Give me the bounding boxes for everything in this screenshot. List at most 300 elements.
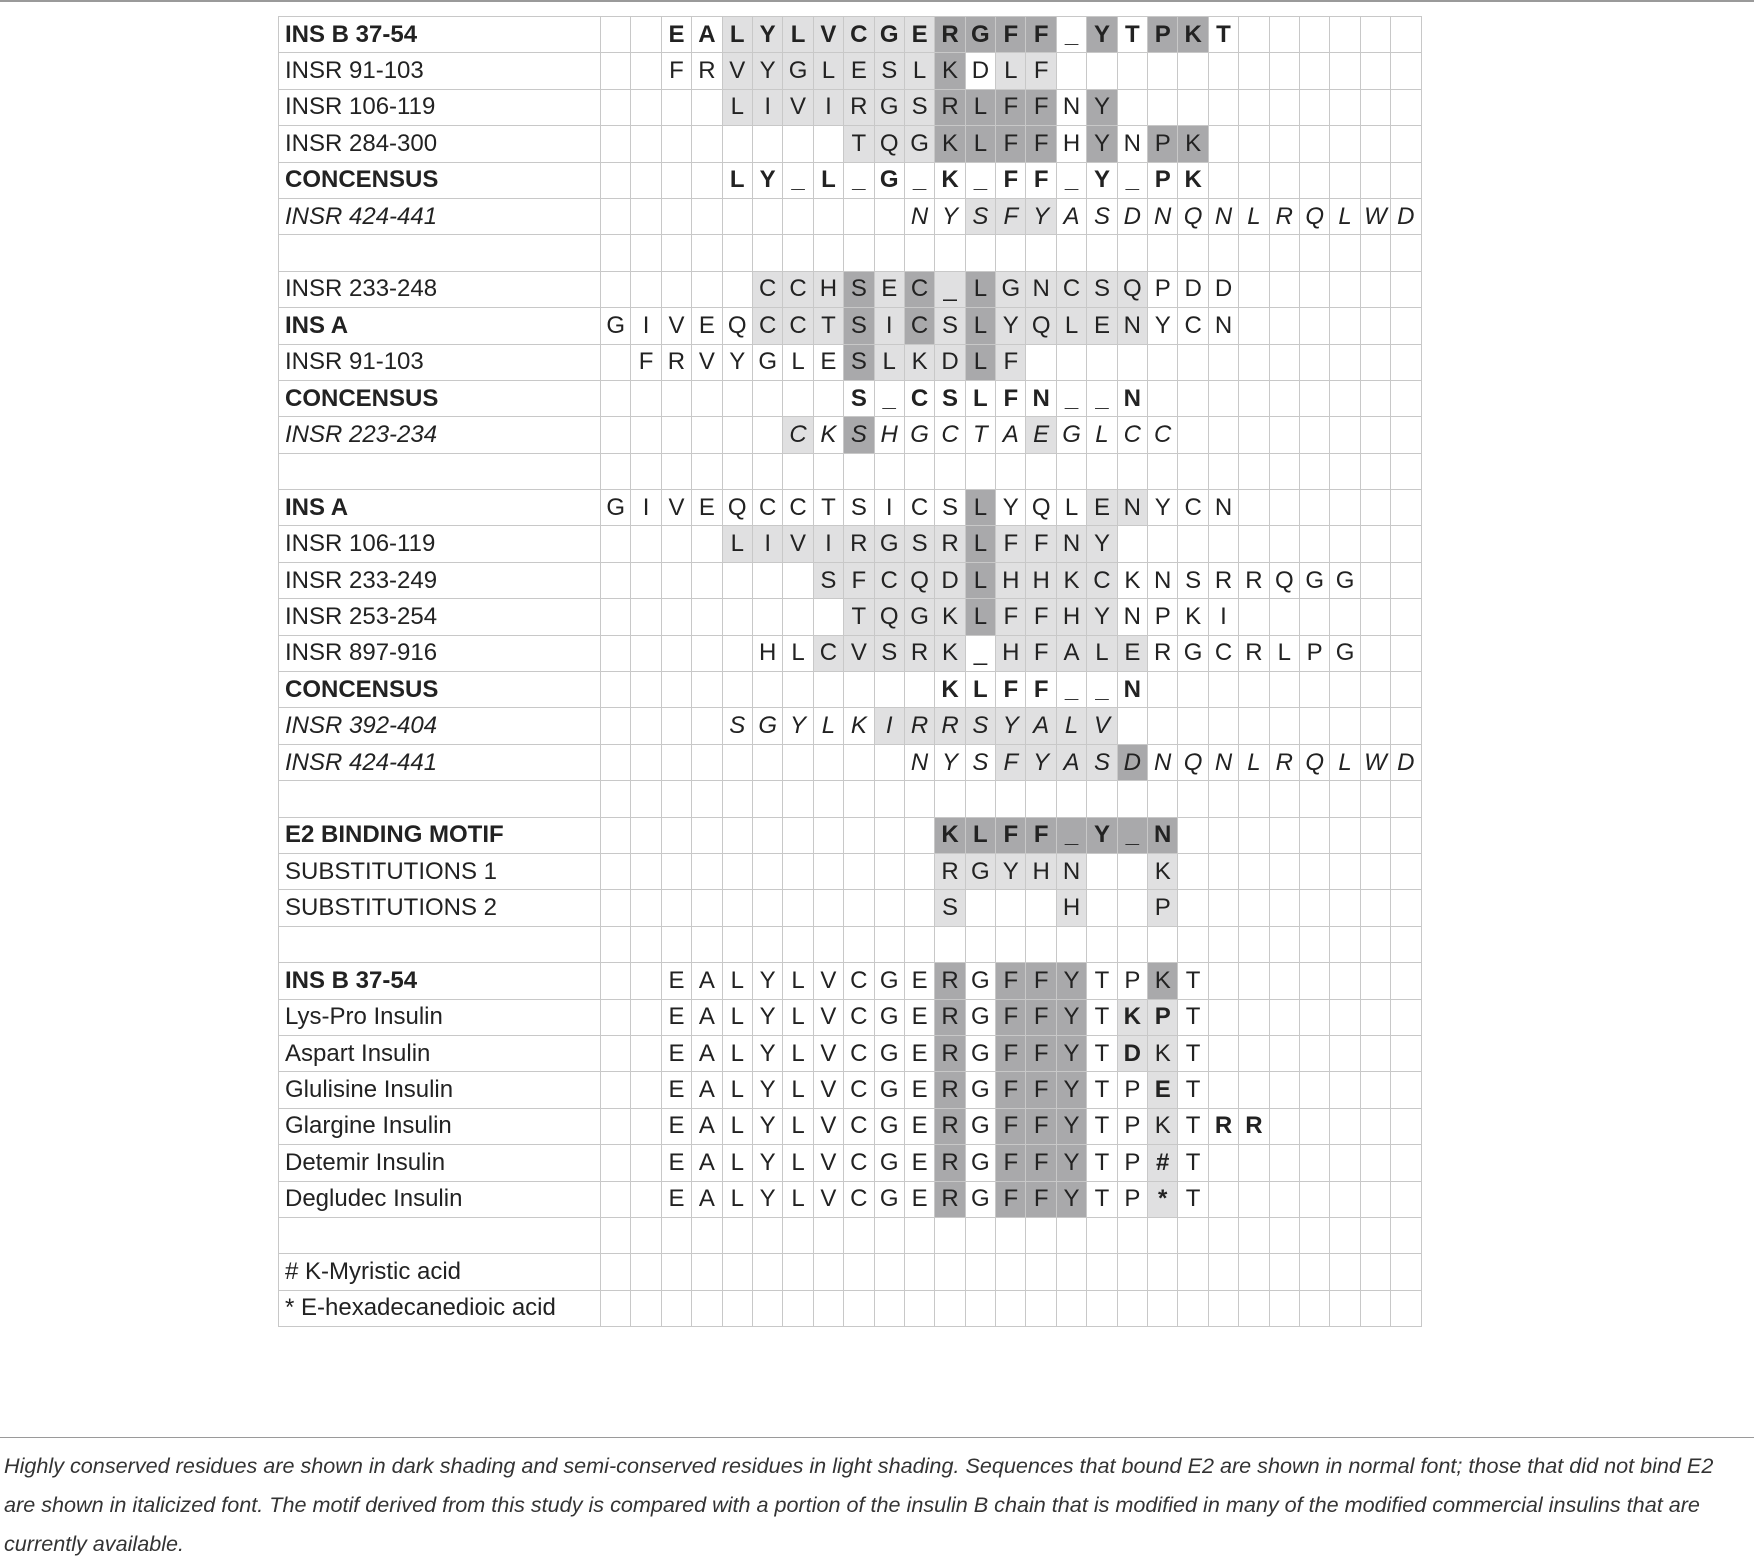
residue-cell (1148, 1254, 1178, 1290)
residue-cell (1208, 417, 1238, 453)
residue-cell: C (844, 1035, 874, 1071)
residue-cell (752, 1254, 782, 1290)
residue-cell: H (1026, 562, 1056, 598)
top-rule (0, 0, 1754, 2)
residue-cell: Y (752, 1108, 782, 1144)
residue-cell: F (1026, 17, 1056, 53)
residue-cell (1239, 453, 1269, 489)
residue-cell: Y (1087, 162, 1117, 198)
residue-cell (1391, 453, 1421, 489)
row-label: INSR 223-234 (279, 417, 601, 453)
residue-cell (996, 1254, 1026, 1290)
residue-cell (1178, 380, 1208, 416)
residue-cell (692, 672, 722, 708)
residue-cell (661, 126, 691, 162)
row-label: INSR 424-441 (279, 744, 601, 780)
residue-cell: _ (1087, 380, 1117, 416)
residue-cell (692, 380, 722, 416)
residue-cell (1269, 162, 1299, 198)
residue-cell: R (935, 1145, 965, 1181)
residue-cell: K (935, 817, 965, 853)
residue-cell (1269, 1217, 1299, 1253)
residue-cell (1360, 817, 1390, 853)
residue-cell (1330, 781, 1360, 817)
residue-cell (1330, 1108, 1360, 1144)
residue-cell (1330, 344, 1360, 380)
residue-cell: K (1148, 1108, 1178, 1144)
residue-cell (1299, 53, 1329, 89)
residue-cell (1299, 453, 1329, 489)
alignment-row (279, 1254, 1422, 1290)
residue-cell: S (965, 708, 995, 744)
residue-cell (996, 781, 1026, 817)
residue-cell: L (965, 526, 995, 562)
residue-cell: V (1087, 708, 1117, 744)
alignment-row (279, 453, 1422, 489)
residue-cell (752, 1290, 782, 1326)
residue-cell: F (996, 672, 1026, 708)
residue-cell: T (1117, 17, 1147, 53)
residue-cell (1330, 890, 1360, 926)
residue-cell (783, 817, 813, 853)
residue-cell (1269, 1290, 1299, 1326)
residue-cell: G (874, 1145, 904, 1181)
residue-cell: E (1117, 635, 1147, 671)
row-label: INSR 253-254 (279, 599, 601, 635)
residue-cell: E (1087, 308, 1117, 344)
residue-cell: C (783, 271, 813, 307)
residue-cell (692, 817, 722, 853)
residue-cell (904, 781, 934, 817)
residue-cell: T (1208, 17, 1238, 53)
residue-cell: G (1056, 417, 1086, 453)
residue-cell (1330, 89, 1360, 125)
residue-cell (1391, 162, 1421, 198)
residue-cell: L (965, 308, 995, 344)
residue-cell (1178, 1217, 1208, 1253)
residue-cell (1178, 417, 1208, 453)
residue-cell: H (996, 635, 1026, 671)
residue-cell: H (996, 562, 1026, 598)
residue-cell: R (935, 1181, 965, 1217)
residue-cell: _ (844, 162, 874, 198)
residue-cell (1299, 926, 1329, 962)
residue-cell: V (844, 635, 874, 671)
residue-cell: D (1178, 271, 1208, 307)
residue-cell: F (1026, 635, 1056, 671)
residue-cell: G (874, 526, 904, 562)
residue-cell: H (1056, 890, 1086, 926)
residue-cell (1360, 1290, 1390, 1326)
residue-cell: V (813, 17, 843, 53)
residue-cell: L (783, 1035, 813, 1071)
residue-cell (1178, 1290, 1208, 1326)
residue-cell (844, 781, 874, 817)
residue-cell: C (844, 1072, 874, 1108)
residue-cell (844, 890, 874, 926)
residue-cell: G (965, 1145, 995, 1181)
alignment-row (279, 853, 1422, 889)
residue-cell (1299, 17, 1329, 53)
residue-cell (1330, 1145, 1360, 1181)
alignment-row (279, 890, 1422, 926)
alignment-row (279, 526, 1422, 562)
residue-cell (1208, 1254, 1238, 1290)
residue-cell (601, 890, 631, 926)
residue-cell (692, 599, 722, 635)
residue-cell: F (996, 1145, 1026, 1181)
residue-cell (996, 926, 1026, 962)
residue-cell: G (874, 999, 904, 1035)
residue-cell: K (935, 672, 965, 708)
residue-cell: C (844, 999, 874, 1035)
residue-cell (722, 853, 752, 889)
residue-cell: Y (752, 999, 782, 1035)
residue-cell: A (1056, 744, 1086, 780)
residue-cell (722, 1217, 752, 1253)
residue-cell: Y (1087, 599, 1117, 635)
residue-cell (601, 235, 631, 271)
residue-cell: Y (996, 490, 1026, 526)
residue-cell (1208, 781, 1238, 817)
residue-cell: N (1208, 308, 1238, 344)
residue-cell (1391, 1217, 1421, 1253)
residue-cell (935, 1254, 965, 1290)
residue-cell (722, 453, 752, 489)
residue-cell (1117, 708, 1147, 744)
residue-cell (1208, 162, 1238, 198)
residue-cell (1360, 308, 1390, 344)
residue-cell: K (813, 417, 843, 453)
residue-cell: V (783, 526, 813, 562)
residue-cell: E (874, 271, 904, 307)
residue-cell: Q (722, 490, 752, 526)
residue-cell (1087, 453, 1117, 489)
row-label: INSR 233-248 (279, 271, 601, 307)
residue-cell (783, 599, 813, 635)
residue-cell: L (965, 271, 995, 307)
residue-cell: C (752, 308, 782, 344)
residue-cell (1299, 1145, 1329, 1181)
residue-cell (631, 817, 661, 853)
residue-cell: F (996, 999, 1026, 1035)
residue-cell (601, 599, 631, 635)
residue-cell: Q (722, 308, 752, 344)
residue-cell: T (1087, 999, 1117, 1035)
residue-cell: G (783, 53, 813, 89)
residue-cell: S (844, 344, 874, 380)
residue-cell: G (965, 963, 995, 999)
residue-cell (1360, 963, 1390, 999)
residue-cell: S (844, 490, 874, 526)
residue-cell: Y (752, 963, 782, 999)
residue-cell: Y (1087, 17, 1117, 53)
residue-cell: T (1178, 963, 1208, 999)
residue-cell (1269, 963, 1299, 999)
residue-cell (1391, 599, 1421, 635)
residue-cell: S (813, 562, 843, 598)
residue-cell (661, 417, 691, 453)
residue-cell (631, 1290, 661, 1326)
residue-cell (1026, 781, 1056, 817)
residue-cell: Q (874, 599, 904, 635)
residue-cell (1391, 1254, 1421, 1290)
residue-cell (1360, 417, 1390, 453)
residue-cell (1148, 708, 1178, 744)
residue-cell: I (752, 526, 782, 562)
residue-cell (661, 744, 691, 780)
residue-cell (1269, 271, 1299, 307)
row-label: Detemir Insulin (279, 1145, 601, 1181)
residue-cell: Y (752, 1181, 782, 1217)
residue-cell (783, 853, 813, 889)
residue-cell: S (1087, 271, 1117, 307)
residue-cell (1360, 635, 1390, 671)
residue-cell (722, 890, 752, 926)
residue-cell (1148, 235, 1178, 271)
residue-cell: L (722, 963, 752, 999)
residue-cell: C (1087, 562, 1117, 598)
alignment-row (279, 999, 1422, 1035)
residue-cell: K (1178, 126, 1208, 162)
residue-cell: V (813, 1145, 843, 1181)
residue-cell (1148, 53, 1178, 89)
row-label: INSR 897-916 (279, 635, 601, 671)
residue-cell (1208, 672, 1238, 708)
residue-cell (1299, 1290, 1329, 1326)
residue-cell (1178, 53, 1208, 89)
residue-cell (1269, 490, 1299, 526)
residue-cell (813, 744, 843, 780)
residue-cell (1360, 453, 1390, 489)
residue-cell (631, 562, 661, 598)
residue-cell (1391, 672, 1421, 708)
residue-cell: K (1178, 162, 1208, 198)
residue-cell: Y (752, 1035, 782, 1071)
residue-cell: P (1148, 599, 1178, 635)
residue-cell: N (1117, 126, 1147, 162)
residue-cell: P (1117, 963, 1147, 999)
residue-cell: F (996, 1072, 1026, 1108)
residue-cell: K (1148, 1035, 1178, 1071)
residue-cell (1117, 53, 1147, 89)
residue-cell (631, 17, 661, 53)
residue-cell: G (1330, 562, 1360, 598)
residue-cell: L (722, 1108, 752, 1144)
residue-cell (1239, 817, 1269, 853)
residue-cell (722, 781, 752, 817)
residue-cell: K (844, 708, 874, 744)
residue-cell (1148, 1217, 1178, 1253)
residue-cell (1269, 708, 1299, 744)
residue-cell (631, 198, 661, 234)
residue-cell: R (935, 853, 965, 889)
residue-cell (1178, 235, 1208, 271)
residue-cell: C (844, 1108, 874, 1144)
residue-cell: _ (1056, 17, 1086, 53)
residue-cell (601, 1217, 631, 1253)
residue-cell: K (904, 344, 934, 380)
residue-cell (661, 635, 691, 671)
residue-cell: N (1148, 198, 1178, 234)
residue-cell (1117, 1290, 1147, 1326)
residue-cell (1148, 453, 1178, 489)
residue-cell (1360, 380, 1390, 416)
residue-cell: S (874, 53, 904, 89)
residue-cell (1178, 453, 1208, 489)
residue-cell: I (631, 490, 661, 526)
residue-cell: R (1148, 635, 1178, 671)
residue-cell: F (1026, 672, 1056, 708)
residue-cell (601, 1072, 631, 1108)
residue-cell: N (1026, 380, 1056, 416)
residue-cell (631, 1254, 661, 1290)
residue-cell: F (1026, 53, 1056, 89)
residue-cell (904, 1217, 934, 1253)
residue-cell (874, 1254, 904, 1290)
residue-cell (1269, 417, 1299, 453)
residue-cell (1391, 308, 1421, 344)
residue-cell: L (1330, 744, 1360, 780)
residue-cell: S (965, 744, 995, 780)
residue-cell (904, 817, 934, 853)
residue-cell: Y (996, 308, 1026, 344)
residue-cell: Y (1056, 1181, 1086, 1217)
residue-cell (1239, 162, 1269, 198)
residue-cell (752, 380, 782, 416)
sequence-alignment-table (278, 16, 1422, 1327)
alignment-row (279, 344, 1422, 380)
residue-cell (1360, 490, 1390, 526)
residue-cell (752, 198, 782, 234)
residue-cell (722, 417, 752, 453)
residue-cell (1360, 1217, 1390, 1253)
residue-cell: _ (904, 162, 934, 198)
residue-cell (661, 562, 691, 598)
residue-cell: Q (874, 126, 904, 162)
residue-cell (692, 1217, 722, 1253)
residue-cell (1330, 417, 1360, 453)
residue-cell (965, 453, 995, 489)
residue-cell (965, 1217, 995, 1253)
residue-cell: R (1208, 1108, 1238, 1144)
residue-cell: Y (1056, 1035, 1086, 1071)
residue-cell (601, 1145, 631, 1181)
alignment-row (279, 1072, 1422, 1108)
residue-cell (661, 162, 691, 198)
residue-cell (783, 744, 813, 780)
residue-cell (813, 1217, 843, 1253)
residue-cell (1208, 708, 1238, 744)
residue-cell (631, 380, 661, 416)
residue-cell: E (904, 1035, 934, 1071)
residue-cell (844, 453, 874, 489)
residue-cell: F (1026, 526, 1056, 562)
residue-cell (1391, 562, 1421, 598)
residue-cell: Y (1087, 817, 1117, 853)
residue-cell (1026, 235, 1056, 271)
residue-cell (601, 380, 631, 416)
residue-cell: F (631, 344, 661, 380)
residue-cell (1026, 1254, 1056, 1290)
residue-cell: F (1026, 162, 1056, 198)
residue-cell (1087, 1290, 1117, 1326)
table-caption: Highly conserved residues are shown in dark shading and semi-conserved residues in light shading. Sequences that bound E2 are shown in normal font; those that did not bind E2 are shown in italicized font. The motif derived from this study is compared with a portion of the insulin B chain that is modified in many of the modified commercial insulins that are currently available. (4, 1453, 1714, 1556)
residue-cell (1117, 526, 1147, 562)
residue-cell (1360, 162, 1390, 198)
residue-cell (1330, 53, 1360, 89)
residue-cell: F (1026, 1035, 1056, 1071)
residue-cell (813, 1290, 843, 1326)
residue-cell (601, 672, 631, 708)
residue-cell (692, 453, 722, 489)
residue-cell: I (813, 526, 843, 562)
residue-cell (1299, 1035, 1329, 1071)
residue-cell: K (1148, 853, 1178, 889)
residue-cell: R (661, 344, 691, 380)
residue-cell (1208, 999, 1238, 1035)
residue-cell (1208, 235, 1238, 271)
residue-cell (1330, 17, 1360, 53)
residue-cell: L (722, 17, 752, 53)
residue-cell (1299, 235, 1329, 271)
residue-cell (752, 453, 782, 489)
residue-cell (1117, 926, 1147, 962)
residue-cell: R (935, 999, 965, 1035)
residue-cell (661, 380, 691, 416)
residue-cell (904, 1290, 934, 1326)
alignment-row (279, 490, 1422, 526)
residue-cell: D (935, 562, 965, 598)
residue-cell (1391, 417, 1421, 453)
residue-cell: L (1239, 744, 1269, 780)
residue-cell (631, 53, 661, 89)
residue-cell: C (844, 1145, 874, 1181)
residue-cell (1299, 344, 1329, 380)
residue-cell: N (904, 744, 934, 780)
residue-cell: L (965, 126, 995, 162)
residue-cell (1087, 1254, 1117, 1290)
residue-cell (661, 817, 691, 853)
residue-cell: Y (1148, 490, 1178, 526)
residue-cell (1239, 853, 1269, 889)
residue-cell (1178, 853, 1208, 889)
residue-cell: F (1026, 999, 1056, 1035)
residue-cell (1360, 17, 1390, 53)
residue-cell: N (1208, 490, 1238, 526)
residue-cell: T (1087, 1108, 1117, 1144)
residue-cell (813, 380, 843, 416)
residue-cell: F (996, 1035, 1026, 1071)
residue-cell (844, 926, 874, 962)
residue-cell (601, 1290, 631, 1326)
residue-cell: C (783, 490, 813, 526)
residue-cell: S (1087, 744, 1117, 780)
residue-cell (631, 708, 661, 744)
residue-cell (601, 126, 631, 162)
residue-cell (631, 162, 661, 198)
residue-cell (722, 562, 752, 598)
residue-cell (661, 1254, 691, 1290)
residue-cell: L (722, 1035, 752, 1071)
residue-cell (1117, 1254, 1147, 1290)
residue-cell (1208, 1290, 1238, 1326)
residue-cell (965, 1290, 995, 1326)
residue-cell: L (722, 999, 752, 1035)
residue-cell (1269, 308, 1299, 344)
residue-cell: S (874, 635, 904, 671)
residue-cell: T (844, 126, 874, 162)
